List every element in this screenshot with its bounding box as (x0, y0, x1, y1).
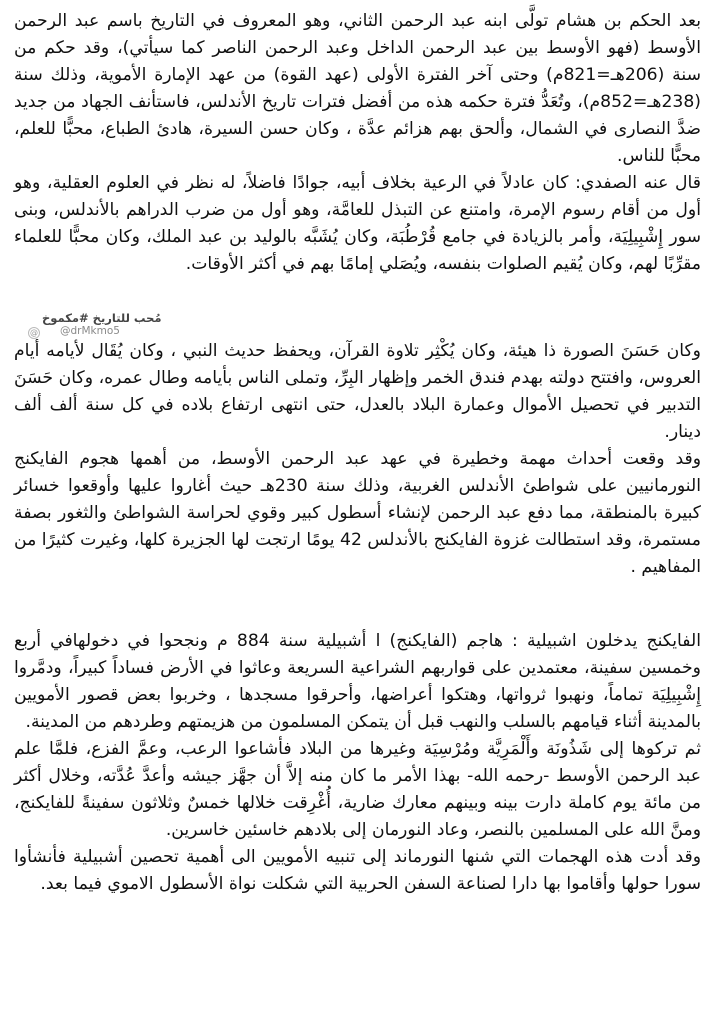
text-block-2 (14, 338, 701, 581)
paragraph-6: ثم تركوها إلى شَذُونَة وأَلْمَرِيَّة ومُرْسِيَة وغيرها من البلاد فأشاعوا الرعب، وعمَّ الفزع، فلمَّا علم عبد الرحمن الأوسط -رحمه الله- بهذا الأمر ما كان منه إلاَّ أن جهَّز جيشه وأعدَّ عُدَّته، وخلال أكثر من مائة يوم كاملة دارت بينه وبينهم معارك ضارية، أُغْرِقت خلالها خمسٌ وثلاثون سفينةً للفايكنج، ومنَّ الله على المسلمين بالنصر، وعاد النورمان إلى بلادهم خاسئين خاسرين. (14, 739, 701, 840)
credit-title: مُحب للتاريخ #مكموخ (42, 311, 162, 325)
paragraph-1: بعد الحكم بن هشام تولَّى ابنه عبد الرحمن الثاني، وهو المعروف في التاريخ باسم عبد الرحمن الأوسط (فهو الأوسط بين عبد الرحمن الداخل وعبد الرحمن الناصر كما سيأتي)، وقد حكم من سنة (206هـ=821م) وحتى آخر الفترة الأولى (عهد القوة) من عهد الإمارة الأموية، وذلك سنة (238هـ=852م)، وتُعَدُّ فترة حكمه هذه من أفضل فترات تاريخ الأندلس، فاستأنف الجهاد من جديد ضدَّ النصارى في الشمال، وألحق بهم هزائم عدَّة ، وكان حسن السيرة، هادئ الطباع، محبًّا للعلم، محبًّا للناس. (14, 11, 701, 166)
at-icon: @ (30, 328, 38, 337)
text-block-3 (14, 628, 701, 898)
paragraph-3: وكان حَسَنَ الصورة ذا هيئة، وكان يُكْثِر تلاوة القرآن، ويحفظ حديث النبي ، وكان يُقَال لأيامه أيام العروس، وافتتح دولته بهدم فندق الخمر وإظهار البِرِّ، وتملى الناس بأيامه وطال عمره، وكان حَسَنَ التدبير في تحصيل الأموال وعمارة البلاد بالعدل، حتى انتهى ارتفاع بلاده في كل سنة ألف ألف دينار. (14, 341, 701, 442)
paragraph-7: وقد أدت هذه الهجمات التي شنها النورماند إلى تنبيه الأمويين الى أهمية تحصين أشبيلية فأنشأوا سورا حولها وأقاموا بها دارا لصناعة السفن الحربية التي شكلت نواة الأسطول الاموي فيما بعد. (14, 847, 701, 894)
text-block-1 (14, 8, 701, 278)
credit-handle: @drMkmo5 (60, 325, 120, 337)
watermark-credit (42, 312, 162, 338)
paragraph-4: وقد وقعت أحداث مهمة وخطيرة في عهد عبد الرحمن الأوسط، من أهمها هجوم الفايكنج النورمانيين على شواطئ الأندلس الغربية، وذلك سنة 230هـ حيث أغاروا عليها وأوقعوا خسائر كبيرة بالمنطقة، مما دفع عبد الرحمن لإنشاء أسطول كبير وقوي لحراسة الشواطئ والثغور بصفة مستمرة، وقد استطالت غزوة الفايكنج بالأندلس 42 يومًا ارتجت لها الجزيرة كلها، وغيرت كثيرًا من المفاهيم . (14, 449, 701, 577)
paragraph-2: قال عنه الصفدي: كان عادلاً في الرعية بخلاف أبيه، جوادًا فاضلاً، له نظر في العلوم العقلية، وهو أول من أقام رسوم الإمرة، وامتنع عن التبذل للعامَّة، وهو أول من ضرب الدراهم بالأندلس، وبنى سور إِشْبِيلِيَة، وأمر بالزيادة في جامع قُرْطُبَة، وكان يُشَبَّه بالوليد بن عبد الملك، وكان محبًّا للعلماء مقرِّبًا لهم، وكان يُقيم الصلوات بنفسه، ويُصَلي إمامًا بهم في أكثر الأوقات. (14, 173, 701, 274)
paragraph-5: الفايكنج يدخلون اشبيلية : هاجم (الفايكنج) ا أشبيلية سنة 884 م ونجحوا في دخولهافي أربع وخمسين سفينة، معتمدين على قواربهم الشراعية السريعة وعاثوا في الأرض فساداً كبيراً، ودمَّروا إِشْبِيلِيَة تماماً، ونهبوا ثرواتها، وهتكوا أعراضها، وأحرقوا مسجدها ، وخربوا بعض قصور الأمويين بالمدينة أثناء قيامهم بالسلب والنهب قبل أن يتمكن المسلمون من هزيمتهم وطردهم من المدينة. (14, 631, 702, 732)
